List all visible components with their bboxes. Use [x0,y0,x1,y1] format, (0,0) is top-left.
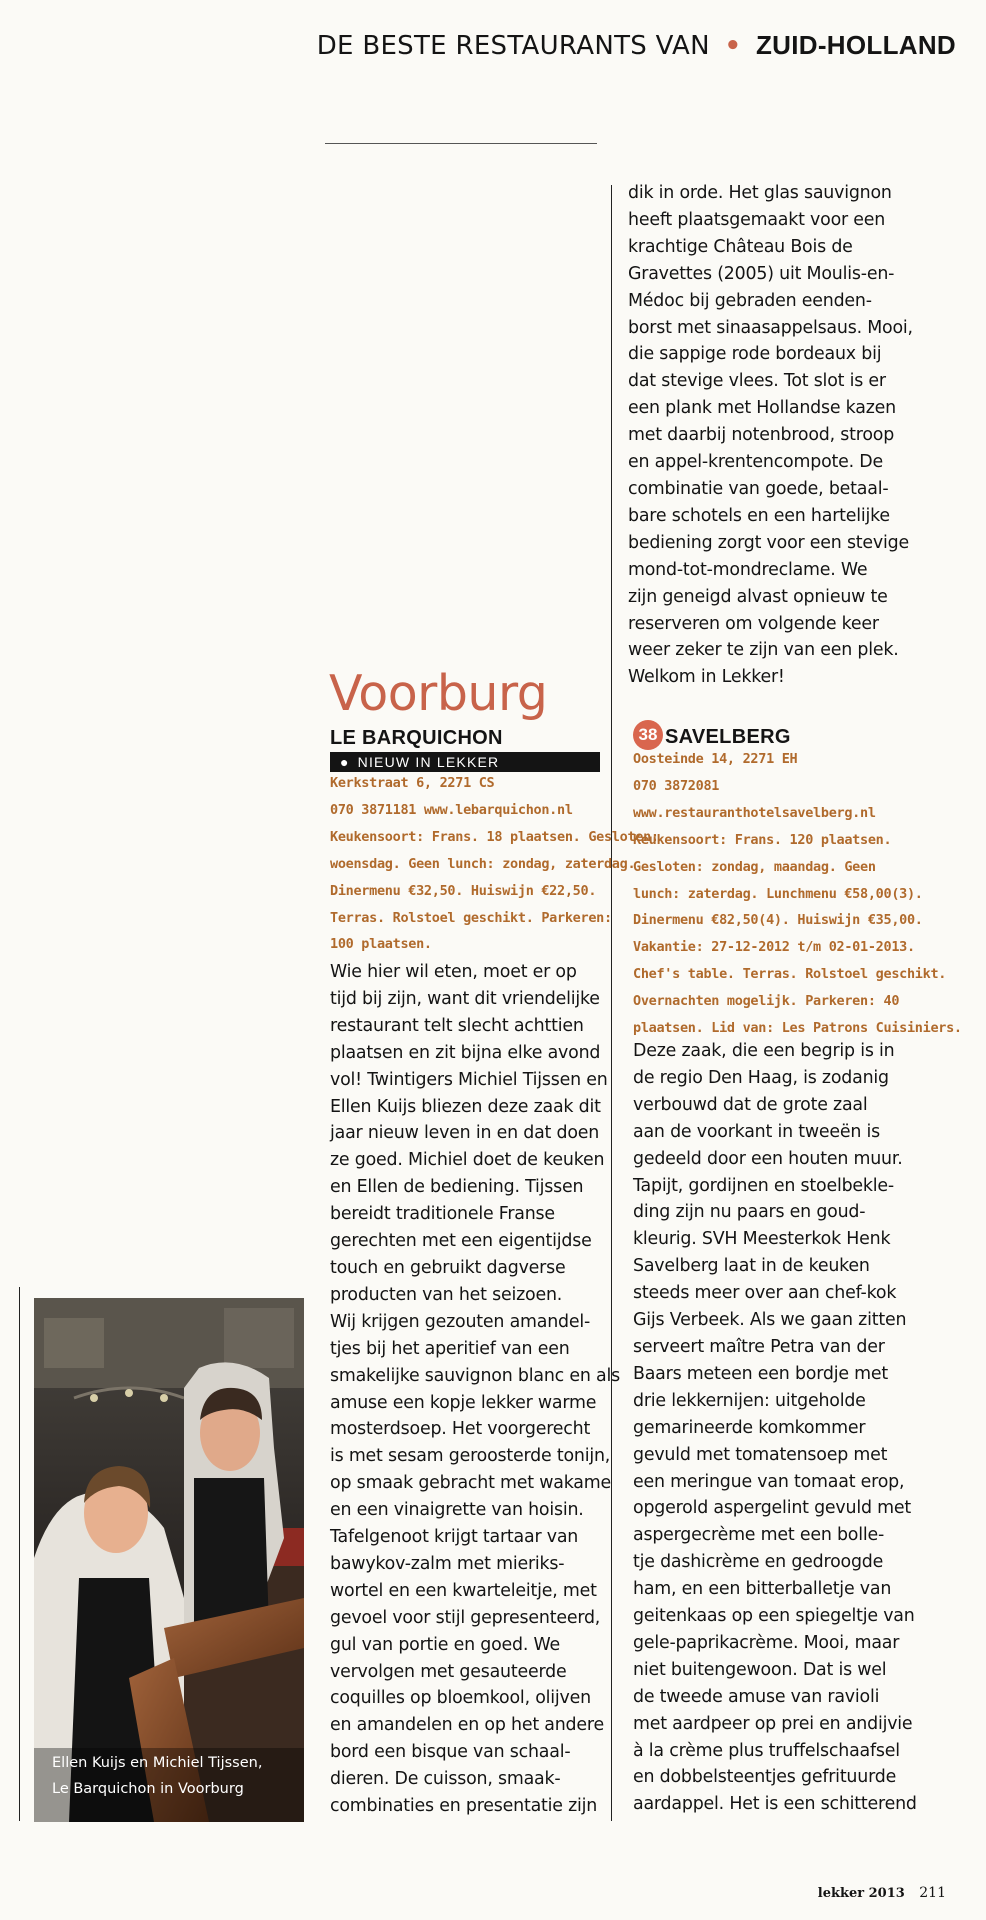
text-line: de regio Den Haag, is zodanig [633,1067,889,1088]
text-line: touch en gebruikt dagverse [330,1257,566,1278]
info-line: Dinermenu €82,50(4). Huiswijn €35,00. [633,912,923,929]
text-line: een plank met Hollandse kazen [628,398,896,419]
info-line: Gesloten: zondag, maandag. Geen [633,858,876,875]
ranking-number-badge: 38 [633,720,663,750]
text-line: en appel-krentencompote. De [628,452,883,473]
info-line: Vakantie: 27-12-2012 t/m 02-01-2013. [633,939,915,956]
text-line: ze goed. Michiel doet de keuken [330,1150,605,1171]
info-line: Keukensoort: Frans. 120 plaatsen. [633,831,892,848]
text-line: gerechten met een eigentijdse [330,1231,592,1252]
text-line: combinatie van goede, betaal- [628,478,889,499]
text-line: weer zeker te zijn van een plek. [628,640,899,661]
text-line: de tweede amuse van ravioli [633,1686,880,1707]
text-line: coquilles op bloemkool, olijven [330,1688,591,1709]
restaurant-info-savelberg [633,746,962,1042]
text-line: en dobbelsteentjes gefrituurde [633,1767,897,1788]
text-line: mond-tot-mondreclame. We [628,559,868,580]
text-line: serveert maître Petra van der [633,1336,885,1357]
info-line: 100 plaatsen. [330,936,432,953]
photo-divider [19,1287,20,1821]
text-line: plaatsen en zit bijna elke avond [330,1042,601,1063]
page-footer [818,1885,946,1901]
text-line: Gijs Verbeek. Als we gaan zitten [633,1310,907,1331]
text-line: aardappel. Het is een schitterend [633,1794,917,1815]
text-line: combinaties en presentatie zijn [330,1796,598,1817]
text-line: Tapijt, gordijnen en stoelbekle- [633,1175,894,1196]
text-line: ding zijn nu paars en goud- [633,1202,866,1223]
text-line: aspergecrème met een bolle- [633,1525,885,1546]
restaurant-info-barquichon [330,770,659,958]
info-phone-website: 070 3871181 www.lebarquichon.nl [330,801,573,818]
text-line: bereidt traditionele Franse [330,1204,555,1225]
info-line: Chef's table. Terras. Rolstoel geschikt. [633,966,947,983]
caption-line: Le Barquichon in Voorburg [52,1781,244,1797]
text-line: Baars meteen een bordje met [633,1363,889,1384]
text-line: en Ellen de bediening. Tijssen [330,1177,584,1198]
text-line: niet buitengewoon. Dat is wel [633,1659,887,1680]
text-line: jaar nieuw leven in en dat doen [330,1123,600,1144]
text-line: kleurig. SVH Meesterkok Henk [633,1229,891,1250]
caption-line: Ellen Kuijs en Michiel Tijssen, [52,1755,263,1771]
text-line: borst met sinaasappelsaus. Mooi, [628,317,913,338]
page-number: 211 [919,1885,946,1901]
info-website: www.restauranthotelsavelberg.nl [633,804,876,821]
text-line: heeft plaatsgemaakt voor een [628,209,886,230]
text-line: en een vinaigrette van hoisin. [330,1500,584,1521]
info-address: Oosteinde 14, 2271 EH [633,751,798,767]
running-head-prefix: DE BESTE RESTAURANTS VAN [316,31,710,61]
text-line: Deze zaak, die een begrip is in [633,1041,895,1061]
running-head-bullet: • [724,31,742,61]
text-line: en amandelen en op het andere [330,1715,604,1736]
text-line: Médoc bij gebraden eenden- [628,290,872,311]
text-line: Wie hier wil eten, moet er op [330,962,577,982]
info-line: Terras. Rolstoel geschikt. Parkeren: [330,909,612,926]
text-line: gevoel voor stijl gepresenteerd, [330,1607,601,1628]
text-line: geitenkaas op een spiegeltje van [633,1606,915,1627]
info-line: plaatsen. Lid van: Les Patrons Cuisiniers. [633,1020,962,1037]
text-line: met daarbij notenbrood, stroop [628,425,895,446]
text-line: is met sesam geroosterde tonijn, [330,1446,611,1467]
text-line: Welkom in Lekker! [628,667,785,688]
text-line: tjes bij het aperitief van een [330,1338,570,1359]
text-line: dat stevige vlees. Tot slot is er [628,371,886,392]
info-phone: 070 3872081 [633,777,720,794]
photo-caption [52,1750,262,1802]
info-line: Keukensoort: Frans. 18 plaatsen. Gesloten: [330,828,659,845]
review-body-savelberg [633,1038,917,1818]
badge-label: NIEUW IN LEKKER [357,754,500,770]
city-heading: Voorburg [329,665,548,722]
text-line: gul van portie en goed. We [330,1634,561,1655]
text-line: wortel en een kwarteleitje, met [330,1580,597,1601]
text-line: restaurant telt slecht achttien [330,1015,584,1036]
text-line: bare schotels en een hartelijke [628,505,890,526]
text-line: gemarineerde komkommer [633,1417,866,1438]
text-line: dik in orde. Het glas sauvignon [628,183,892,203]
review-body-barquichon [330,959,620,1820]
restaurant-name-barquichon: LE BARQUICHON [330,727,503,749]
top-divider [325,143,597,144]
text-line: tijd bij zijn, want dit vriendelijke [330,988,600,1009]
text-line: smakelijke sauvignon blanc en als [330,1365,620,1386]
running-head-region: ZUID-HOLLAND [755,30,956,60]
text-line: Tafelgenoot krijgt tartaar van [330,1527,579,1548]
text-line: gele-paprikacrème. Mooi, maar [633,1632,900,1653]
text-line: gevuld met tomatensoep met [633,1444,888,1465]
text-line: verbouwd dat de grote zaal [633,1094,868,1115]
text-line: vervolgen met gesauteerde [330,1661,567,1682]
text-line: gedeeld door een houten muur. [633,1148,903,1169]
info-line: woensdag. Geen lunch: zondag, zaterdag. [330,855,636,872]
running-head [317,30,956,61]
text-line: ham, en een bitterballetje van [633,1579,892,1600]
text-line: Wij krijgen gezouten amandel- [330,1311,591,1332]
text-line: Savelberg laat in de keuken [633,1256,870,1277]
continued-review-text [628,180,913,691]
text-line: à la crème plus truffelschaafsel [633,1740,900,1761]
chefs-photo-illustration [34,1298,304,1822]
text-line: bord een bisque van schaal- [330,1742,571,1763]
text-line: krachtige Château Bois de [628,236,853,257]
text-line: Ellen Kuijs bliezen deze zaak dit [330,1096,601,1117]
restaurant-name-savelberg: SAVELBERG [665,726,791,748]
text-line: opgerold aspergelint gevuld met [633,1498,912,1519]
text-line: mosterdsoep. Het voorgerecht [330,1419,591,1440]
text-line: zijn geneigd alvast opnieuw te [628,586,888,607]
info-line: Dinermenu €32,50. Huiswijn €22,50. [330,882,597,899]
info-line: lunch: zaterdag. Lunchmenu €58,00(3). [633,885,923,902]
text-line: bediening zorgt voor een stevige [628,532,909,553]
text-line: producten van het seizoen. [330,1284,563,1305]
text-line: reserveren om volgende keer [628,613,879,634]
magazine-name: lekker 2013 [817,1886,905,1901]
text-line: aan de voorkant in tweeën is [633,1121,881,1142]
info-line: Overnachten mogelijk. Parkeren: 40 [633,993,900,1010]
text-line: tje dashicrème en gedroogde [633,1552,884,1573]
text-line: die sappige rode bordeaux bij [628,344,882,365]
text-line: dieren. De cuisson, smaak- [330,1769,561,1790]
text-line: Gravettes (2005) uit Moulis-en- [628,263,895,284]
info-address: Kerkstraat 6, 2271 CS [330,775,495,791]
chefs-photo [34,1298,304,1822]
text-line: met aardpeer op prei en andijvie [633,1713,913,1734]
text-line: drie lekkernijen: uitgeholde [633,1390,866,1411]
text-line: bawykov-zalm met mieriks- [330,1553,565,1574]
text-line: amuse een kopje lekker warme [330,1392,597,1413]
text-line: steeds meer over aan chef-kok [633,1283,897,1304]
text-line: op smaak gebracht met wakame [330,1473,611,1494]
text-line: vol! Twintigers Michiel Tijssen en [330,1069,608,1090]
badge-bullet-icon: ● [340,754,350,770]
text-line: een meringue van tomaat erop, [633,1471,905,1492]
new-badge [330,752,600,772]
